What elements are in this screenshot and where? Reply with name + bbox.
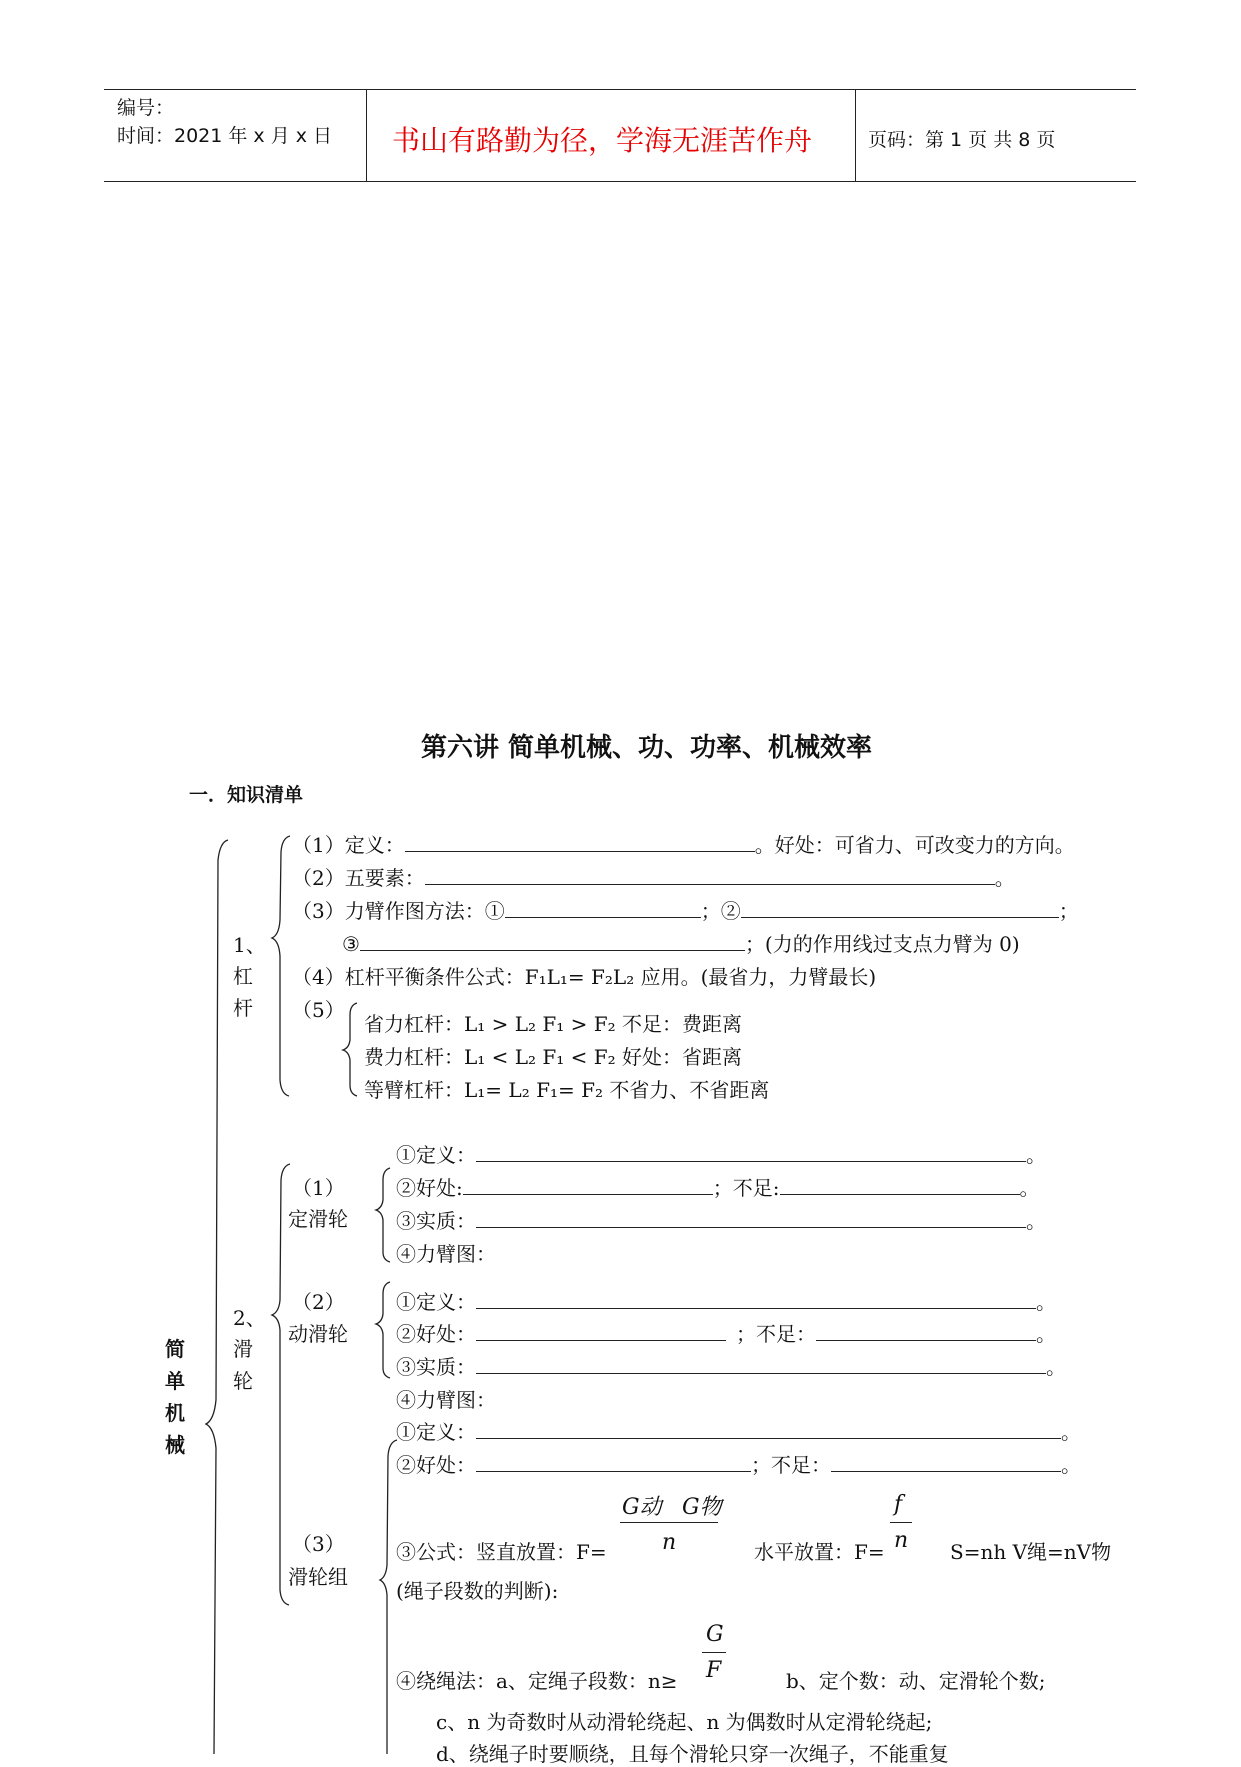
block-shortfall-label: ；不足： [751,1453,831,1477]
header-time: 时间：2021 年 x 月 x 日 [117,125,333,147]
movable-def-blank[interactable] [476,1290,1036,1309]
movable-pulley-arm-diagram: ④力臂图： [396,1388,496,1412]
movable-def-label: ①定义： [396,1290,476,1314]
block-num: （3） [292,1532,345,1556]
movable-pulley-name: 动滑轮 [288,1322,348,1346]
lever-definition-benefit: 。好处：可省力、可改变力的方向。 [754,833,1075,857]
pulley-label-num: 2、 [233,1306,266,1330]
formula2-denominator: n [894,1528,909,1553]
pulley-label-char2: 轮 [233,1369,253,1393]
block-rope-count-note: (绳子段数的判断): [396,1579,559,1603]
movable-shortfall-label: ；不足： [736,1322,816,1346]
lever-arm-note: ；(力的作用线过支点力臂为 0) [744,932,1020,956]
movable-pulley-essence [396,1351,1066,1380]
movable-essence-label: ③实质： [396,1355,476,1379]
header-page-info: 页码：第 1 页 共 8 页 [868,129,1056,151]
lever-definition-label: （1）定义： [292,833,405,857]
block-formula-vertical: ③公式：竖直放置：F= [396,1540,607,1564]
formula1-numerator-2: G物 [682,1495,722,1520]
fixed-essence-blank[interactable] [476,1209,1026,1228]
lever-arm-method-label: （3）力臂作图方法：① [292,899,505,923]
lever-definition [292,829,1075,858]
formula3-bar [702,1652,726,1653]
lever-definition-blank[interactable] [405,833,755,852]
block-winding-b: b、定个数：动、定滑轮个数; [786,1669,1046,1693]
movable-pulley-definition [396,1286,1056,1315]
formula2-bar [890,1522,912,1523]
fixed-def-label: ①定义： [396,1143,476,1167]
lever-arm-end: ； [1058,899,1079,923]
lever-elements-end: 。 [994,866,1015,890]
lever-label-char1: 杠 [233,964,253,988]
lever-type-distance-saving: 费力杠杆：L₁ < L₂ F₁ < F₂ 好处：省距离 [364,1045,743,1069]
lever-label-char2: 杆 [233,996,253,1020]
pulley-label-char1: 滑 [233,1337,253,1361]
lever-elements [292,862,1015,891]
lever-arm-sep: ；② [700,899,741,923]
formula2-numerator: f [894,1492,903,1517]
lever-elements-blank[interactable] [425,866,995,885]
fixed-pulley-benefit [396,1172,1040,1201]
lever-types-label: （5） [292,998,345,1022]
lever-arm-label-3: ③ [342,932,360,956]
block-winding-a: ④绕绳法：a、定绳子段数：n≥ [396,1669,678,1693]
formula3-numerator: G [706,1622,724,1647]
movable-pulley-num: （2） [292,1290,345,1314]
block-benefit-end: 。 [1061,1453,1081,1477]
fixed-pulley-essence [396,1205,1046,1234]
movable-essence-blank[interactable] [476,1355,1046,1374]
lever-balance-formula: （4）杠杆平衡条件公式：F₁L₁= F₂L₂ 应用。(最省力，力臂最长) [292,965,877,989]
lever-label-num: 1、 [233,933,266,957]
fixed-essence-label: ③实质： [396,1209,476,1233]
fixed-benefit-label: ②好处: [396,1176,463,1200]
block-definition [396,1416,1081,1445]
lever-type-equal-arm: 等臂杠杆：L₁= L₂ F₁= F₂ 不省力、不省距离 [364,1078,770,1102]
fixed-benefit-end: 。 [1019,1176,1040,1200]
fixed-shortfall-label: ；不足: [712,1176,780,1200]
header-number: 编号： [117,97,175,119]
lever-arm-blank-2[interactable] [741,899,1059,918]
fixed-pulley-num: （1） [292,1176,345,1200]
lever-type-effort-saving: 省力杠杆：L₁ > L₂ F₁ > F₂ 不足：费距离 [364,1012,743,1036]
movable-shortfall-blank[interactable] [816,1322,1036,1341]
movable-pulley-benefit [396,1318,1056,1347]
block-winding-d: d、绕绳子时要顺绕，且每个滑轮只穿一次绳子，不能重复 [436,1742,949,1766]
movable-benefit-end: 。 [1036,1322,1056,1346]
fixed-essence-end: 。 [1026,1209,1046,1233]
formula1-denominator: n [662,1530,677,1555]
movable-essence-end: 。 [1046,1355,1066,1379]
fixed-benefit-blank[interactable] [463,1176,713,1195]
formula1-numerator-1: G动 [622,1495,662,1520]
main-category-label: 简单机械 [165,1337,185,1457]
formula3-denominator: F [706,1658,722,1683]
movable-benefit-label: ②好处： [396,1322,476,1346]
fixed-pulley-arm-diagram: ④力臂图： [396,1242,496,1266]
movable-benefit-blank[interactable] [476,1322,726,1341]
fixed-pulley-definition [396,1139,1046,1168]
lever-arm-method-3 [342,928,1020,957]
fixed-pulley-name: 定滑轮 [288,1207,348,1231]
block-formula-relations: S=nh V绳=nV物 [950,1540,1112,1564]
block-def-label: ①定义： [396,1420,476,1444]
formula1-bar [620,1522,718,1523]
lever-elements-label: （2）五要素： [292,866,425,890]
block-benefit-label: ②好处： [396,1453,476,1477]
block-def-blank[interactable] [476,1420,1061,1439]
block-name: 滑轮组 [288,1565,348,1589]
lever-arm-blank-1[interactable] [505,899,701,918]
block-benefit [396,1449,1081,1478]
fixed-shortfall-blank[interactable] [780,1176,1020,1195]
fixed-def-end: 。 [1026,1143,1046,1167]
page-title: 第六讲 简单机械、功、功率、机械效率 [421,733,873,763]
header-motto: 书山有路勤为径，学海无涯苦作舟 [392,124,813,157]
block-shortfall-blank[interactable] [831,1453,1061,1472]
block-benefit-blank[interactable] [476,1453,751,1472]
block-winding-c: c、n 为奇数时从动滑轮绕起、n 为偶数时从定滑轮绕起; [436,1710,933,1734]
section-heading: 一．知识清单 [189,784,304,806]
fixed-def-blank[interactable] [476,1143,1026,1162]
lever-arm-method [292,895,1079,924]
lever-arm-blank-3[interactable] [360,932,745,951]
block-def-end: 。 [1061,1420,1081,1444]
block-formula-horizontal: 水平放置：F= [754,1540,885,1564]
movable-def-end: 。 [1036,1290,1056,1314]
